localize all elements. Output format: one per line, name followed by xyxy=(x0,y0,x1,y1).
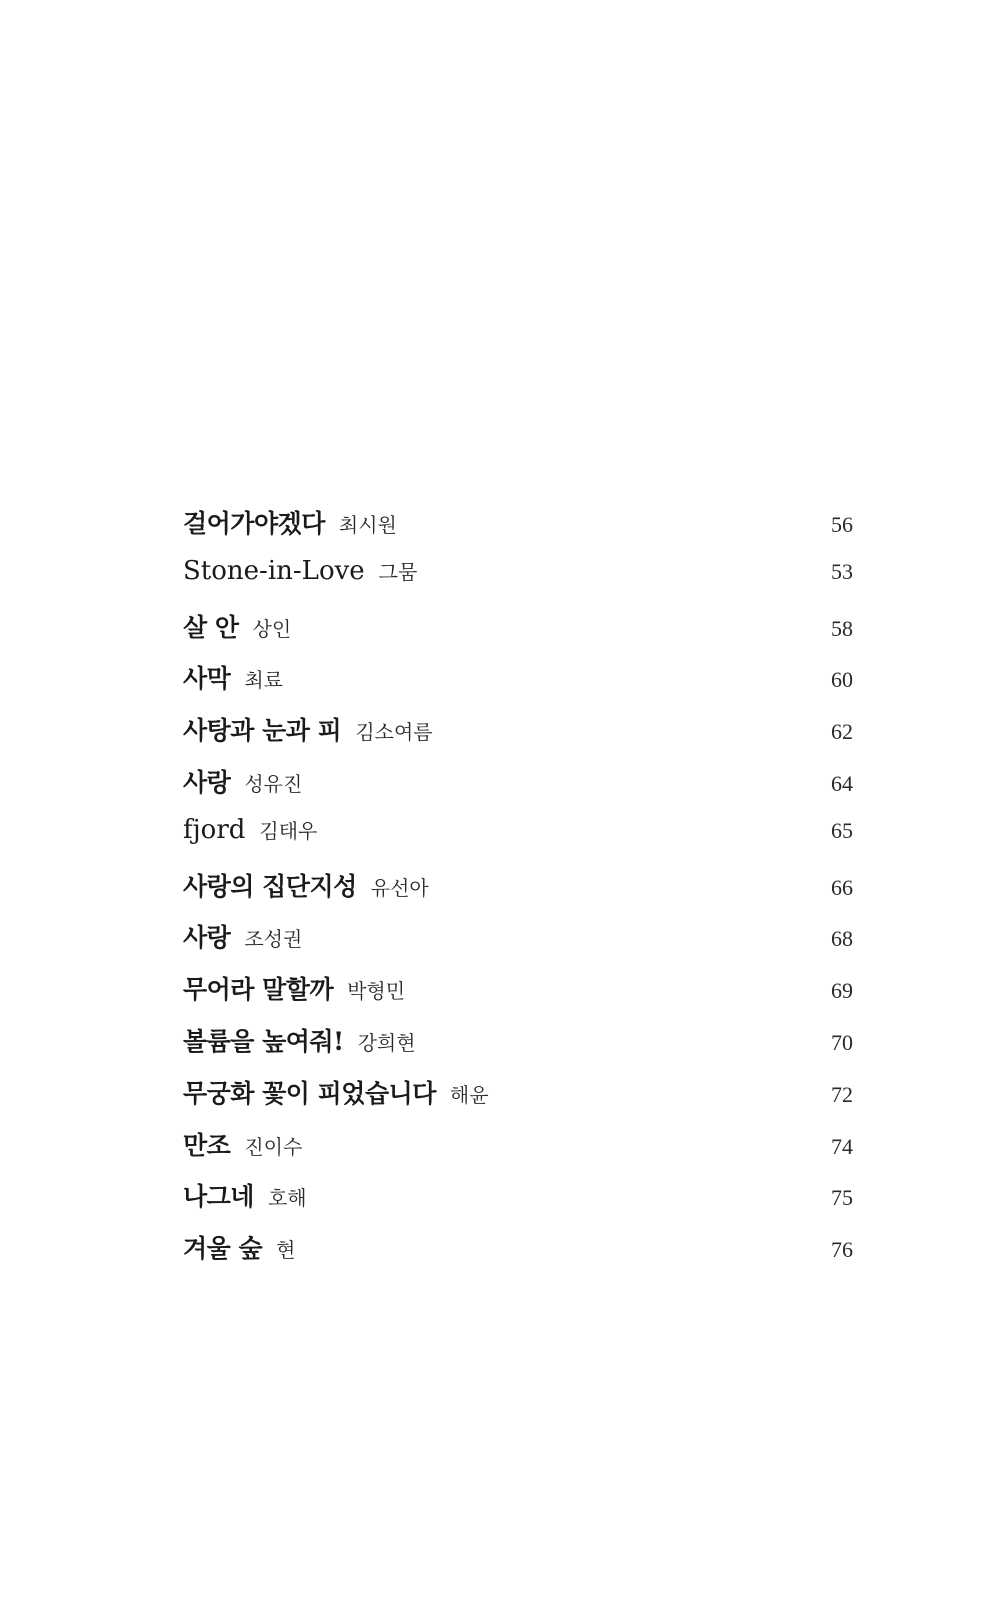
toc-author: 상인 xyxy=(252,616,292,641)
toc-row xyxy=(183,1074,853,1126)
toc-page-number: 65 xyxy=(831,817,853,843)
toc-title: 사랑 xyxy=(183,767,231,797)
toc-row xyxy=(183,1022,853,1074)
toc-entry xyxy=(183,1177,307,1213)
toc-row xyxy=(183,815,853,867)
toc-entry xyxy=(183,1022,416,1058)
toc-row xyxy=(183,659,853,711)
toc-title: 무궁화 꽃이 피었습니다 xyxy=(183,1078,436,1108)
toc-author: 현 xyxy=(276,1238,296,1263)
toc-page-number: 68 xyxy=(831,926,853,952)
toc-entry xyxy=(183,815,317,845)
toc-author: 해윤 xyxy=(449,1082,489,1107)
toc-row xyxy=(183,763,853,815)
toc-author: 진이수 xyxy=(244,1134,303,1159)
toc-entry xyxy=(183,608,291,644)
toc-author: 최시원 xyxy=(338,513,397,537)
toc-page-number: 72 xyxy=(831,1081,853,1107)
toc-page-number: 69 xyxy=(831,978,853,1004)
toc-page-number: 74 xyxy=(831,1133,853,1159)
toc-entry xyxy=(183,763,302,799)
toc-page-number: 56 xyxy=(831,512,853,537)
toc-author: 그뭄 xyxy=(378,559,418,584)
toc-title: 걸어가야겠다 xyxy=(183,509,325,538)
toc-author: 김소여름 xyxy=(355,720,433,745)
toc-author: 성유진 xyxy=(244,771,303,796)
toc-entry xyxy=(183,504,397,540)
toc-author: 호해 xyxy=(267,1186,307,1211)
toc-page-number: 64 xyxy=(831,770,853,796)
toc-title: 사랑의 집단지성 xyxy=(183,871,357,901)
toc-page-number: 60 xyxy=(831,667,853,693)
toc-page-number: 75 xyxy=(831,1185,853,1211)
toc-title: 나그네 xyxy=(183,1182,254,1212)
toc-entry xyxy=(183,970,405,1006)
toc-row xyxy=(183,1229,853,1281)
toc-row xyxy=(183,608,853,660)
toc-author: 유선아 xyxy=(370,875,429,900)
toc-page-number: 70 xyxy=(831,1029,853,1055)
toc-row xyxy=(183,504,853,556)
toc-page-number: 62 xyxy=(831,719,853,745)
toc-row xyxy=(183,711,853,763)
toc-author: 조성권 xyxy=(244,927,303,952)
toc-entry xyxy=(183,556,417,586)
toc-title: 만조 xyxy=(183,1130,231,1160)
table-of-contents xyxy=(183,504,853,1281)
toc-title: Stone-in-Love xyxy=(183,555,365,586)
toc-row xyxy=(183,918,853,970)
toc-title: 사탕과 눈과 피 xyxy=(183,716,342,746)
toc-page-number: 66 xyxy=(831,874,853,900)
toc-page-number: 58 xyxy=(831,615,853,641)
toc-entry xyxy=(183,1126,302,1162)
toc-title: 무어라 말할까 xyxy=(183,975,334,1005)
toc-entry xyxy=(183,1229,295,1265)
toc-row xyxy=(183,556,853,608)
toc-entry xyxy=(183,711,433,747)
toc-page-number: 76 xyxy=(831,1237,853,1263)
toc-row xyxy=(183,867,853,919)
toc-title: 사막 xyxy=(183,664,231,694)
toc-entry xyxy=(183,918,302,954)
toc-title: fjord xyxy=(183,814,246,845)
toc-page-number: 53 xyxy=(831,558,853,584)
toc-entry xyxy=(183,659,283,695)
toc-row xyxy=(183,970,853,1022)
toc-title: 살 안 xyxy=(183,612,239,642)
toc-row xyxy=(183,1126,853,1178)
toc-title: 사랑 xyxy=(183,923,231,953)
toc-author: 최료 xyxy=(244,668,283,693)
toc-title: 겨울 숲 xyxy=(183,1234,263,1264)
toc-row xyxy=(183,1177,853,1229)
toc-author: 강희현 xyxy=(357,1030,416,1055)
toc-title: 볼륨을 높여줘! xyxy=(183,1026,344,1056)
toc-author: 박형민 xyxy=(347,979,406,1004)
toc-entry xyxy=(183,867,429,903)
toc-entry xyxy=(183,1074,489,1110)
toc-author: 김태우 xyxy=(259,818,318,843)
